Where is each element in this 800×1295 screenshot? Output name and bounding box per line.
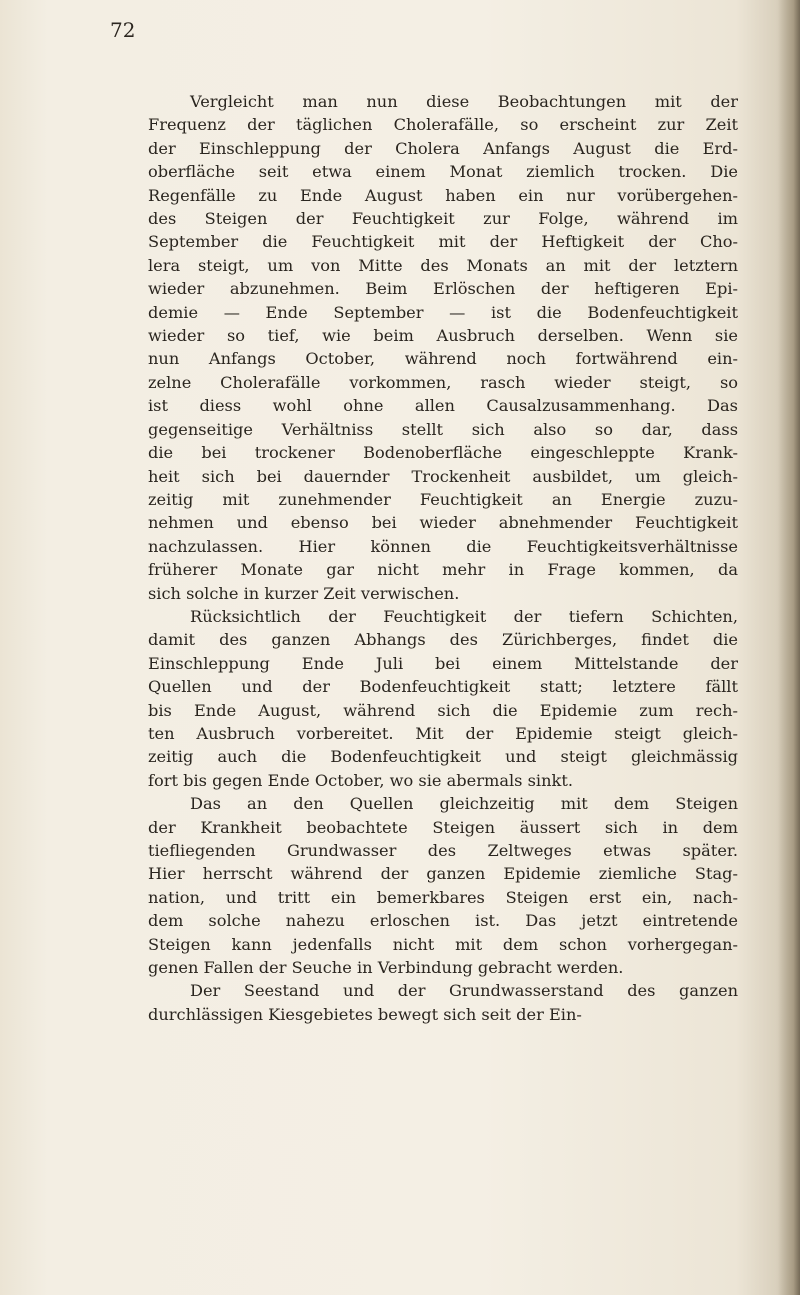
text-line: Hier herrscht während der ganzen Epidemie ziemliche Stag-: [148, 864, 738, 884]
text-line: wieder so tief, wie beim Ausbruch derselben. Wenn sie: [148, 326, 738, 346]
text-line: heit sich bei dauernder Trockenheit ausbildet, um gleich-: [148, 466, 738, 486]
text-line: zeitig mit zunehmender Feuchtigkeit an Energie zuzu-: [148, 489, 738, 509]
text-line: Frequenz der täglichen Cholerafälle, so erscheint zur Zeit: [148, 115, 738, 135]
text-line: Das an den Quellen gleichzeitig mit dem Steigen: [190, 794, 738, 814]
paragraph: [148, 792, 738, 979]
text-line: zeitig auch die Bodenfeuchtigkeit und steigt gleichmässig: [148, 747, 738, 767]
text-line: dem solche nahezu erloschen ist. Das jetzt eintretende: [148, 911, 738, 931]
text-line: wieder abzunehmen. Beim Erlöschen der heftigeren Epi-: [148, 279, 738, 299]
text-line: nachzulassen. Hier können die Feuchtigkeitsverhältnisse: [148, 536, 738, 556]
text-line: ist diess wohl ohne allen Causalzusammenhang. Das: [148, 396, 738, 416]
text-line: früherer Monate gar nicht mehr in Frage kommen, da: [148, 560, 738, 580]
text-line: Einschleppung Ende Juli bei einem Mittelstande der: [148, 653, 738, 673]
page-edge-shadow: [778, 0, 800, 1295]
paragraph: [148, 90, 738, 605]
text-line: nation, und tritt ein bemerkbares Steigen erst ein, nach-: [148, 887, 738, 907]
text-line: demie — Ende September — ist die Bodenfeuchtigkeit: [148, 302, 738, 322]
text-line: nehmen und ebenso bei wieder abnehmender Feuchtigkeit: [148, 513, 738, 533]
text-line: des Steigen der Feuchtigkeit zur Folge, während im: [148, 209, 738, 229]
page-number: 72: [110, 18, 136, 42]
text-line: zelne Cholerafälle vorkommen, rasch wieder steigt, so: [148, 372, 738, 392]
body-text: [148, 90, 738, 1026]
text-line: Regenfälle zu Ende August haben ein nur vorübergehen-: [148, 185, 738, 205]
text-line: genen Fallen der Seuche in Verbindung gebracht werden.: [148, 958, 624, 978]
text-line: oberfläche seit etwa einem Monat ziemlich trocken. Die: [148, 162, 738, 182]
text-line: die bei trockener Bodenoberfläche eingeschleppte Krank-: [148, 443, 738, 463]
text-line: der Krankheit beobachtete Steigen äussert sich in dem: [148, 817, 738, 837]
text-line: lera steigt, um von Mitte des Monats an mit der letztern: [148, 255, 738, 275]
text-line: Rücksichtlich der Feuchtigkeit der tiefern Schichten,: [190, 606, 738, 626]
text-line: bis Ende August, während sich die Epidemie zum rech-: [148, 700, 738, 720]
text-line: tiefliegenden Grundwasser des Zeltweges etwas später.: [148, 841, 738, 860]
text-line: nun Anfangs October, während noch fortwährend ein-: [148, 349, 738, 369]
text-line: durchlässigen Kiesgebietes bewegt sich seit der Ein-: [148, 1004, 582, 1024]
text-line: damit des ganzen Abhangs des Zürichberges, findet die: [148, 630, 738, 650]
text-line: fort bis gegen Ende October, wo sie abermals sinkt.: [148, 770, 573, 790]
paragraph: [148, 605, 738, 792]
text-line: September die Feuchtigkeit mit der Heftigkeit der Cho-: [148, 232, 738, 252]
text-line: Steigen kann jedenfalls nicht mit dem schon vorhergegan-: [148, 934, 738, 954]
text-line: der Einschleppung der Cholera Anfangs August die Erd-: [148, 138, 738, 158]
text-line: sich solche in kurzer Zeit verwischen.: [148, 583, 460, 603]
text-line: Der Seestand und der Grundwasserstand des ganzen: [190, 981, 738, 1001]
paragraph: [148, 979, 738, 1026]
text-line: ten Ausbruch vorbereitet. Mit der Epidemie steigt gleich-: [148, 723, 738, 743]
text-line: Vergleicht man nun diese Beobachtungen mit der: [190, 92, 738, 111]
text-line: gegenseitige Verhältniss stellt sich also so dar, dass: [148, 419, 738, 439]
text-line: Quellen und der Bodenfeuchtigkeit statt; letztere fällt: [148, 677, 738, 697]
